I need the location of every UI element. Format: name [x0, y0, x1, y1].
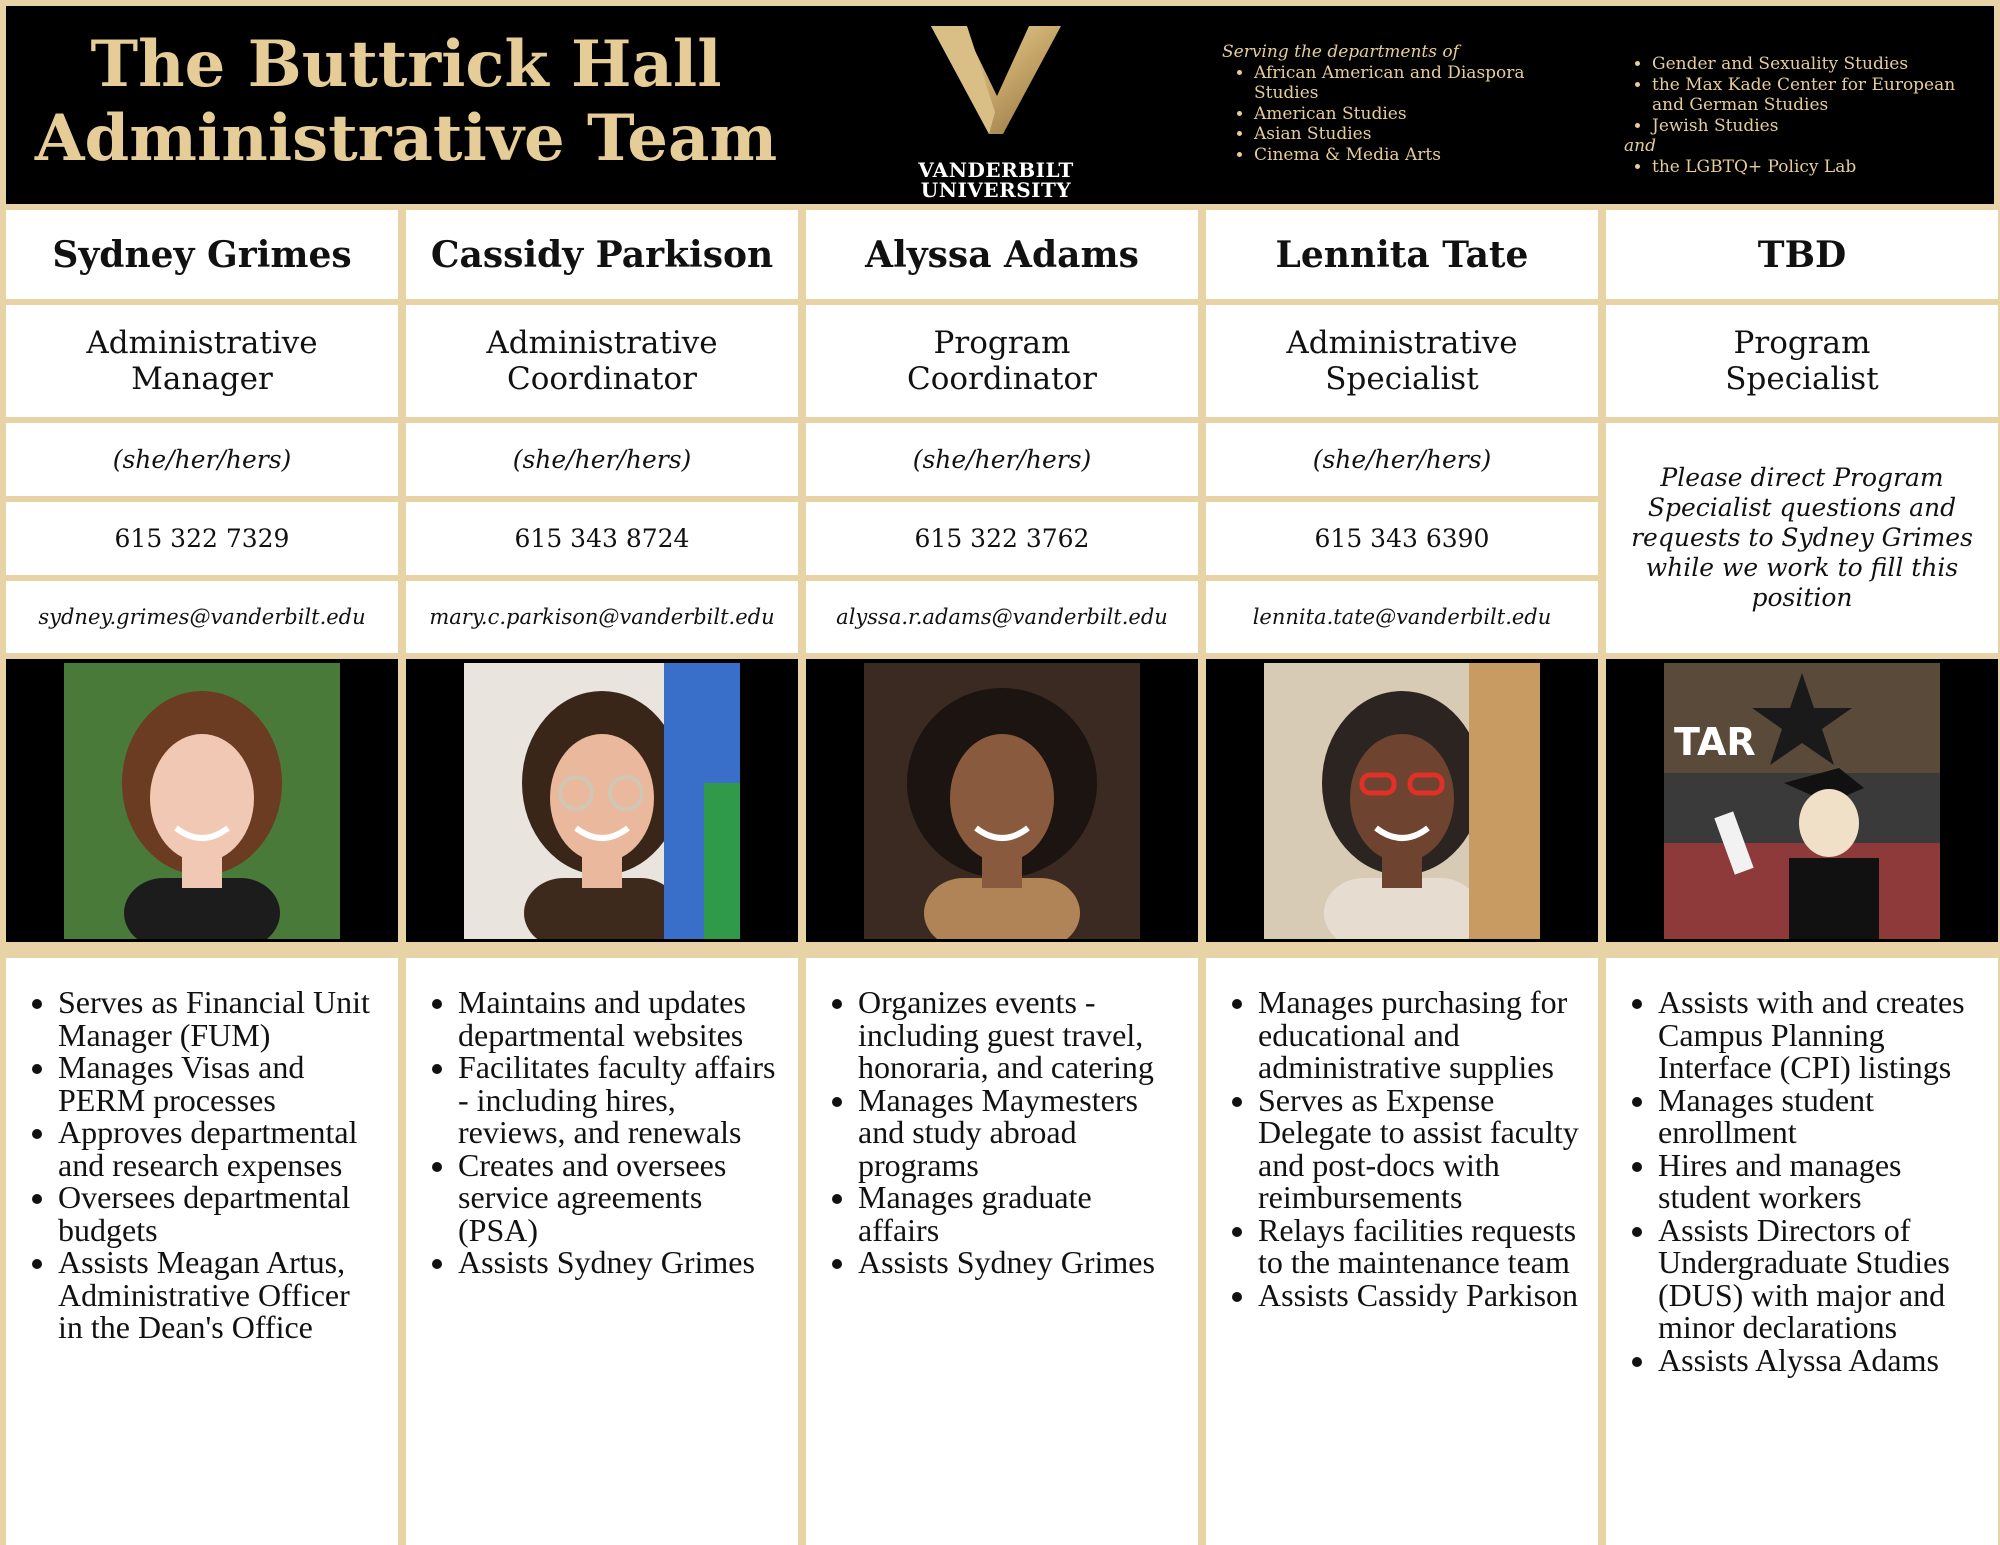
member-role	[6, 305, 398, 417]
department-item: • Jewish Studies	[1652, 116, 1990, 137]
duty-item: • Assists Alyssa Adams	[1658, 1344, 1980, 1377]
duty-item: • Facilitates faculty affairs - including hires, reviews, and renewals	[458, 1051, 780, 1149]
duty-item: • Assists Directors of Undergraduate Studies (DUS) with major and minor declarations	[1658, 1214, 1980, 1344]
department-item: • Gender and Sexuality Studies	[1652, 54, 1990, 75]
team-member-column	[406, 210, 798, 1545]
role-line-1: Administrative	[86, 325, 318, 361]
phone-number: 615 322 3762	[806, 502, 1198, 575]
svg-text:TAR: TAR	[1674, 719, 1756, 764]
duty-item: • Oversees departmental budgets	[58, 1181, 380, 1246]
department-item: • Cinema & Media Arts	[1254, 145, 1582, 166]
photo-frame	[806, 659, 1198, 942]
email-address[interactable]: lennita.tate@vanderbilt.edu	[1206, 581, 1598, 653]
duty-item: • Serves as Expense Delegate to assist faculty and post-docs with reimbursements	[1258, 1084, 1580, 1214]
departments-list-1	[1222, 42, 1582, 165]
role-line-1: Program	[933, 325, 1071, 361]
department-item: • the LGBTQ+ Policy Lab	[1652, 157, 1990, 178]
member-role	[806, 305, 1198, 417]
serving-intro: Serving the departments of	[1222, 42, 1459, 62]
role-line-1: Administrative	[486, 325, 718, 361]
role-line-2: Coordinator	[506, 361, 697, 397]
duty-item: • Approves departmental and research expenses	[58, 1116, 380, 1181]
duty-item: • Assists Cassidy Parkison	[1258, 1279, 1580, 1312]
email-address[interactable]: sydney.grimes@vanderbilt.edu	[6, 581, 398, 653]
phone-number: 615 343 8724	[406, 502, 798, 575]
role-line-2: Manager	[131, 361, 273, 397]
duty-item: • Manages Visas and PERM processes	[58, 1051, 380, 1116]
email-address[interactable]: mary.c.parkison@vanderbilt.edu	[406, 581, 798, 653]
team-member-column	[806, 210, 1198, 1545]
header-banner	[6, 6, 1994, 204]
duty-item: • Assists Sydney Grimes	[858, 1246, 1180, 1279]
duty-item: • Maintains and updates departmental websites	[458, 986, 780, 1051]
page-title	[6, 28, 806, 176]
photo-frame	[6, 659, 398, 942]
duty-item: • Assists with and creates Campus Planning Interface (CPI) listings	[1658, 986, 1980, 1084]
duty-item: • Manages graduate affairs	[858, 1181, 1180, 1246]
member-name: Cassidy Parkison	[406, 210, 798, 299]
member-role	[1206, 305, 1598, 417]
departments-list-2	[1620, 54, 1990, 177]
member-name: Alyssa Adams	[806, 210, 1198, 299]
duty-item: • Relays facilities requests to the maintenance team	[1258, 1214, 1580, 1279]
phone-number: 615 322 7329	[6, 502, 398, 575]
logo-wordmark: VANDERBILT UNIVERSITY	[918, 158, 1074, 202]
photo-frame	[1606, 659, 1998, 942]
phone-number: 615 343 6390	[1206, 502, 1598, 575]
pronouns: (she/her/hers)	[6, 423, 398, 496]
duty-item: • Hires and manages student workers	[1658, 1149, 1980, 1214]
duties-list	[406, 958, 798, 1545]
team-member-column	[1206, 210, 1598, 1545]
department-item: • Asian Studies	[1254, 124, 1582, 145]
mascot-photo	[1664, 663, 1940, 939]
duties-list	[1206, 958, 1598, 1545]
member-name: Sydney Grimes	[6, 210, 398, 299]
photo-frame	[406, 659, 798, 942]
portrait-photo	[464, 663, 740, 939]
duty-item: • Manages Maymesters and study abroad programs	[858, 1084, 1180, 1182]
department-item: • American Studies	[1254, 104, 1582, 125]
vacancy-note: Please direct Program Specialist questions and requests to Sydney Grimes while we work to fill this position	[1606, 423, 1998, 653]
title-line-2: Administrative Team	[34, 101, 778, 176]
duties-list	[806, 958, 1198, 1545]
role-line-2: Specialist	[1725, 361, 1879, 397]
email-address[interactable]: alyssa.r.adams@vanderbilt.edu	[806, 581, 1198, 653]
photo-frame	[1206, 659, 1598, 942]
duty-item: • Manages student enrollment	[1658, 1084, 1980, 1149]
pronouns: (she/her/hers)	[1206, 423, 1598, 496]
role-line-2: Coordinator	[906, 361, 1097, 397]
v-logo-icon	[911, 16, 1081, 156]
and-label: and	[1624, 136, 1656, 156]
duties-list	[1606, 958, 1998, 1545]
duties-list	[6, 958, 398, 1545]
duty-item: • Assists Meagan Artus, Administrative Officer in the Dean's Office	[58, 1246, 380, 1344]
member-role	[1606, 305, 1998, 417]
pronouns: (she/her/hers)	[806, 423, 1198, 496]
portrait-photo	[64, 663, 340, 939]
pronouns: (she/her/hers)	[406, 423, 798, 496]
department-item: • the Max Kade Center for European and German Studies	[1652, 75, 1990, 116]
team-member-column	[1606, 210, 1998, 1545]
title-line-1: The Buttrick Hall	[90, 27, 722, 102]
duty-item: • Assists Sydney Grimes	[458, 1246, 780, 1279]
vanderbilt-logo	[911, 16, 1081, 206]
duty-item: • Manages purchasing for educational and administrative supplies	[1258, 986, 1580, 1084]
member-name: TBD	[1606, 210, 1998, 299]
role-line-1: Administrative	[1286, 325, 1518, 361]
duty-item: • Creates and oversees service agreements (PSA)	[458, 1149, 780, 1247]
department-item: • African American and Diaspora Studies	[1254, 63, 1582, 104]
duty-item: • Organizes events - including guest travel, honoraria, and catering	[858, 986, 1180, 1084]
member-name: Lennita Tate	[1206, 210, 1598, 299]
member-role	[406, 305, 798, 417]
duty-item: • Serves as Financial Unit Manager (FUM)	[58, 986, 380, 1051]
role-line-2: Specialist	[1325, 361, 1479, 397]
role-line-1: Program	[1733, 325, 1871, 361]
team-member-column	[6, 210, 398, 1545]
portrait-photo	[1264, 663, 1540, 939]
portrait-photo	[864, 663, 1140, 939]
